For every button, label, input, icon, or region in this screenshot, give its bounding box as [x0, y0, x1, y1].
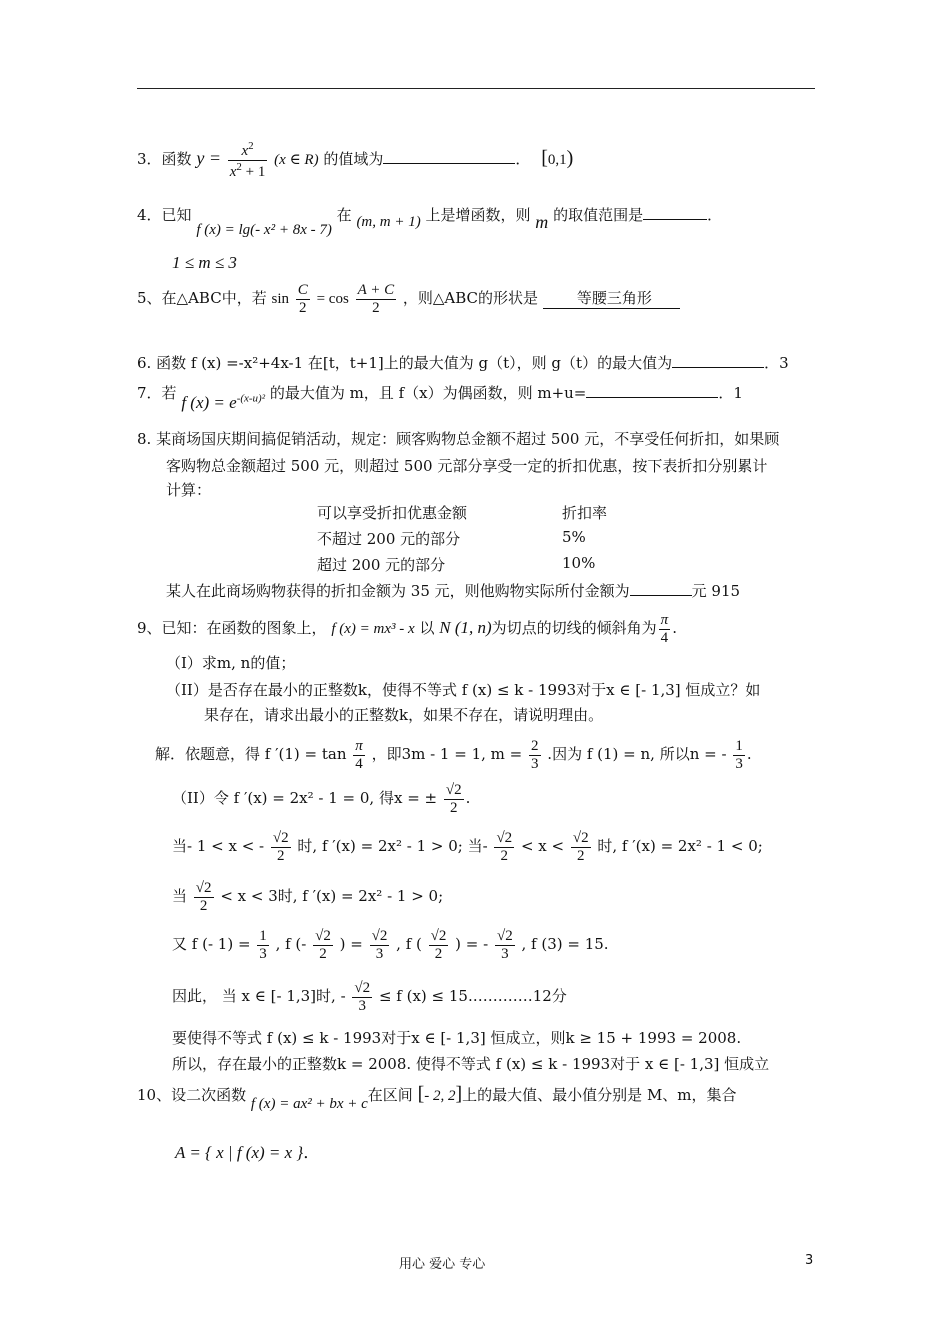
table-row-1-amount: 不超过 200 元的部分: [317, 530, 461, 548]
solution-line-7: 要使得不等式 f (x) ≤ k - 1993对于x ∈ [- 1,3] 恒成立，则k ≥ 15 + 1993 = 2008.: [172, 1029, 742, 1047]
q3-fraction: $\frac{x^2}{x^2 + 1}$: [229, 140, 266, 180]
solution-line-8: 所以，存在最小的正整数k = 2008. 使得不等式 f (x) ≤ k - 1993对于 x ∈ [- 1,3] 恒成立: [172, 1055, 770, 1073]
q10-interval: [- 2, 2]: [417, 1083, 463, 1105]
q4-interval: (m, m + 1): [356, 214, 421, 230]
question-4: 4．已知 f (x) = lg(- x² + 8x - 7) 在 (m, m + 1) 上是增函数，则 m 的取值范围是 ．: [137, 206, 723, 238]
q6-answer: ．3: [764, 354, 789, 372]
header-rule: [137, 88, 815, 89]
q8-line-2: 客购物总金额超过 500 元，则超过 500 元部分享受一定的折扣优惠，按下表折扣分别累计: [166, 457, 768, 475]
q5-answer: 等腰三角形: [543, 287, 680, 309]
q7-function: f $(x) = e^{-(x-u)^2}$: [181, 392, 266, 412]
q3-blank: [383, 149, 515, 164]
solution-line-1: 解．依题意，得 f ′(1) = tan $\frac{\pi}{4}$ ，即3m - 1 = 1, m = $\frac{2}{3}$ .因为 f (1) = n, 所以n = - $\frac{1}{3}$ .: [155, 738, 752, 772]
q6-blank: [672, 353, 764, 368]
q9-function: f (x) = mx³ - x: [331, 621, 415, 637]
table-row-2-amount: 超过 200 元的部分: [317, 556, 446, 574]
solution-line-4: 当 $\frac{√2}{2}$ < x < 3时, f ′(x) = 2x² - 1 > 0;: [172, 880, 444, 914]
question-3: 3．函数 y = $\frac{x^2}{x^2 + 1}$ (x ∈ R) 的值域为 ． [0,1): [137, 140, 574, 180]
q7-answer: ．1: [718, 384, 743, 402]
q4-blank: [643, 205, 707, 220]
q10-function: f (x) = ax² + bx + c: [250, 1096, 368, 1112]
q9-part-2-line-1: （II）是否存在最小的正整数k，使得不等式 f (x) ≤ k - 1993对于x ∈ [- 1,3] 恒成立？如: [166, 681, 761, 699]
solution-line-6: 因此， 当 x ∈ [- 1,3]时, - $\frac{√2}{3}$ ≤ f (x) ≤ 15.…………12分: [172, 980, 567, 1014]
table-header-rate: 折扣率: [562, 504, 608, 522]
solution-line-2: （II）令 f ′(x) = 2x² - 1 = 0, 得x = ± $\frac{√2}{2}$ .: [172, 782, 471, 816]
q8-line-3: 计算：: [166, 481, 212, 499]
q4-function: f (x) = lg(- x² + 8x - 7): [196, 222, 332, 238]
q8-blank: [630, 581, 692, 596]
q9-part-2-line-2: 果存在，请求出最小的正整数k，如果不存在，请说明理由。: [204, 706, 604, 724]
question-10: 10、设二次函数 f (x) = ax² + bx + c在区间 [- 2, 2]上的最大值、最小值分别是 M、m，集合: [137, 1083, 737, 1112]
solution-line-3: 当- 1 < x < - $\frac{√2}{2}$ 时, f ′(x) = 2x² - 1 > 0; 当- $\frac{√2}{2}$ < x < $\frac{√2}{2}$ 时, f ′(x) = 2x² - 1 < 0;: [172, 830, 763, 864]
q8-last-line: 某人在此商场购物获得的折扣金额为 35 元，则他购物实际所付金额为 元 915: [166, 582, 741, 600]
solution-line-5: 又 f (- 1) = $\frac{1}{3}$ , f (- $\frac{√2}{2}$ ) = $\frac{√2}{3}$ , f ( $\frac{√2}{2}$ ) = - $\frac{√2}{3}$ , f (3) = 15.: [172, 928, 609, 962]
q3-answer: [0,1): [541, 147, 574, 169]
question-5: 5、在△ABC中，若 sin $\frac{C}{2}$ = cos $\frac{A + C}{2}$ ，则△ABC的形状是 等腰三角形: [137, 282, 680, 316]
q8-answer: 元 915: [691, 582, 741, 600]
question-6: 6. 函数 f (x) =-x²+4x-1 在[t，t+1]上的最大值为 g（t），则 g（t）的最大值为 ．3: [137, 354, 789, 372]
q7-blank: [586, 383, 718, 398]
q4-answer: 1 ≤ m ≤ 3: [172, 253, 237, 272]
page-number: 3: [805, 1253, 814, 1268]
q9-part-1: （I）求m, n的值；: [166, 654, 296, 672]
q3-condition: (x ∈ R): [274, 152, 319, 168]
footer-text: 用心 爱心 专心: [399, 1257, 486, 1272]
q3-lead: 3．函数: [137, 150, 192, 168]
table-row-1-rate: 5%: [562, 528, 586, 546]
question-9: 9、已知：在函数的图象上， f (x) = mx³ - x 以 N (1, n)为切点的切线的倾斜角为 $\frac{\pi}{4}$ .: [137, 612, 677, 646]
q3-y: y =: [196, 148, 221, 168]
q10-set: A = { x | f (x) = x }．: [175, 1143, 321, 1162]
question-7: 7．若 f $(x) = e^{-(x-u)^2}$ 的最大值为 m，且 f（x）为偶函数，则 m+u= ．1: [137, 384, 743, 412]
q8-line-1: 8. 某商场国庆期间搞促销活动，规定：顾客购物总金额不超过 500 元，不享受任何折扣，如果顾: [137, 430, 780, 448]
table-row-2-rate: 10%: [562, 554, 596, 572]
table-header-amount: 可以享受折扣优惠金额: [317, 504, 468, 522]
